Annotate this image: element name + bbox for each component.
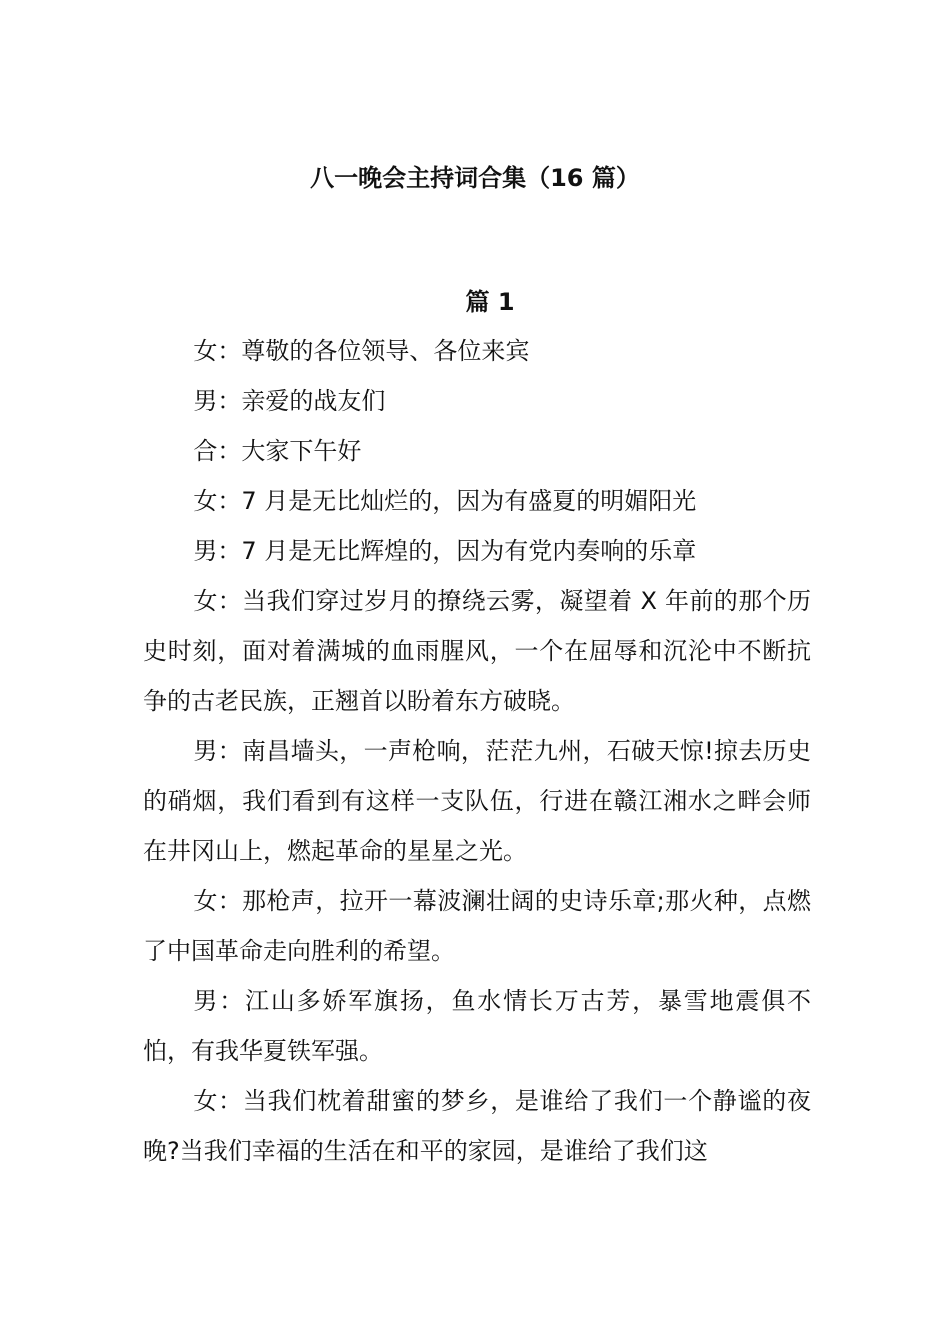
document-title: 八一晚会主持词合集（16 篇） bbox=[310, 164, 640, 192]
section-title: 篇 1 bbox=[465, 288, 515, 316]
paragraph: 女：当我们穿过岁月的撩绕云雾，凝望着 X 年前的那个历史时刻，面对着满城的血雨腥风，一个在屈辱和沉沦中不断抗争的古老民族，正翘首以盼着东方破晓。 bbox=[143, 587, 811, 715]
paragraph: 女：那枪声，拉开一幕波澜壮阔的史诗乐章;那火种，点燃了中国革命走向胜利的希望。 bbox=[143, 887, 811, 965]
paragraph: 男：亲爱的战友们 bbox=[193, 387, 386, 415]
paragraph: 合：大家下午好 bbox=[193, 437, 362, 465]
paragraph: 女：尊敬的各位领导、各位来宾 bbox=[193, 337, 530, 365]
paragraph: 男：江山多娇军旗扬，鱼水情长万古芳，暴雪地震俱不怕，有我华夏铁军强。 bbox=[143, 987, 811, 1065]
paragraph: 女：当我们枕着甜蜜的梦乡，是谁给了我们一个静谧的夜晚?当我们幸福的生活在和平的家园，是谁给了我们这 bbox=[143, 1087, 811, 1165]
paragraph: 男：南昌墙头，一声枪响，茫茫九州，石破天惊!掠去历史的硝烟，我们看到有这样一支队伍，行进在赣江湘水之畔会师在井冈山上，燃起革命的星星之光。 bbox=[143, 737, 811, 865]
paragraph: 男：7 月是无比辉煌的，因为有党内奏响的乐章 bbox=[193, 537, 697, 565]
paragraph: 女：7 月是无比灿烂的，因为有盛夏的明媚阳光 bbox=[193, 487, 697, 515]
document-body bbox=[143, 326, 811, 1176]
